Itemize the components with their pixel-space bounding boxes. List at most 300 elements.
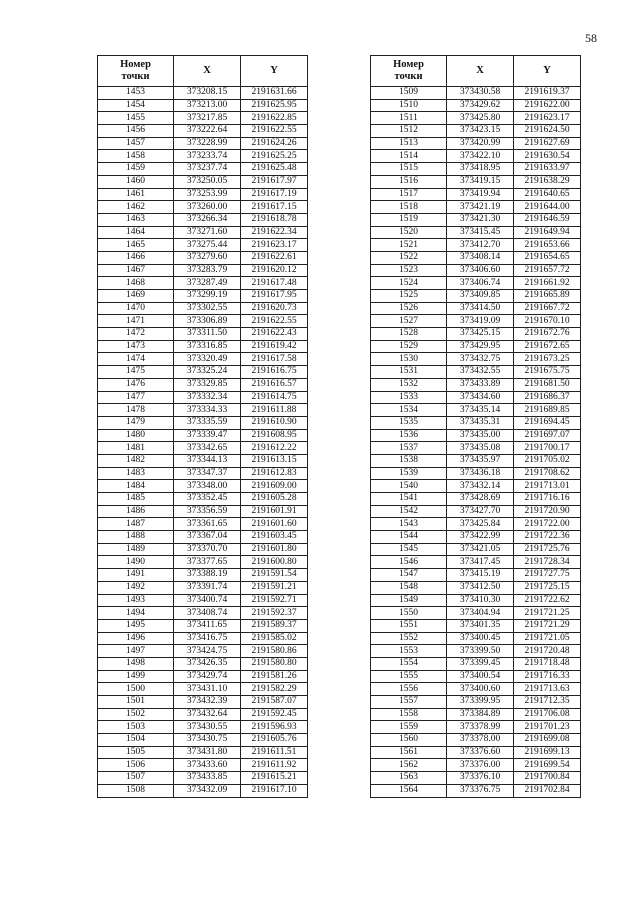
cell-x: 373429.62 [447,99,514,112]
cell-x: 373419.15 [447,175,514,188]
cell-x: 373418.95 [447,163,514,176]
table-row [98,340,308,353]
cell-x: 373400.74 [174,594,241,607]
cell-x: 373410.30 [447,594,514,607]
table-row [371,531,581,544]
cell-y: 2191622.00 [514,99,581,112]
cell-y: 2191582.29 [241,683,308,696]
cell-point-number: 1503 [98,721,174,734]
table-row [98,708,308,721]
cell-x: 373406.74 [447,277,514,290]
cell-point-number: 1459 [98,163,174,176]
cell-point-number: 1497 [98,645,174,658]
cell-point-number: 1465 [98,239,174,252]
cell-x: 373436.18 [447,467,514,480]
cell-y: 2191622.61 [241,251,308,264]
cell-y: 2191712.35 [514,696,581,709]
table-row [98,594,308,607]
cell-x: 373420.99 [447,137,514,150]
table-row [371,264,581,277]
cell-y: 2191722.62 [514,594,581,607]
cell-x: 373435.97 [447,454,514,467]
cell-x: 373411.65 [174,619,241,632]
cell-x: 373428.69 [447,493,514,506]
cell-point-number: 1471 [98,315,174,328]
cell-point-number: 1488 [98,531,174,544]
cell-y: 2191646.59 [514,213,581,226]
table-row [371,201,581,214]
cell-point-number: 1551 [371,619,447,632]
cell-y: 2191720.90 [514,505,581,518]
table-row [371,226,581,239]
table-row [371,150,581,163]
header-point-number [98,56,174,87]
cell-y: 2191610.90 [241,416,308,429]
cell-x: 373431.80 [174,746,241,759]
cell-point-number: 1533 [371,391,447,404]
cell-point-number: 1540 [371,480,447,493]
cell-y: 2191728.34 [514,556,581,569]
cell-x: 373409.85 [447,290,514,303]
cell-y: 2191686.37 [514,391,581,404]
cell-point-number: 1522 [371,251,447,264]
cell-y: 2191721.25 [514,607,581,620]
cell-y: 2191592.45 [241,708,308,721]
cell-y: 2191624.50 [514,125,581,138]
cell-x: 373419.09 [447,315,514,328]
cell-x: 373271.60 [174,226,241,239]
cell-y: 2191633.97 [514,163,581,176]
cell-point-number: 1539 [371,467,447,480]
table-row [98,569,308,582]
cell-point-number: 1486 [98,505,174,518]
cell-y: 2191700.17 [514,442,581,455]
cell-point-number: 1455 [98,112,174,125]
cell-x: 373208.15 [174,87,241,100]
cell-y: 2191623.17 [514,112,581,125]
cell-point-number: 1560 [371,734,447,747]
cell-point-number: 1460 [98,175,174,188]
cell-point-number: 1477 [98,391,174,404]
cell-y: 2191673.25 [514,353,581,366]
cell-y: 2191622.55 [241,315,308,328]
header-point-number [371,56,447,87]
cell-y: 2191608.95 [241,429,308,442]
cell-x: 373325.24 [174,366,241,379]
table-row [371,696,581,709]
cell-x: 373406.60 [447,264,514,277]
cell-x: 373422.99 [447,531,514,544]
cell-x: 373432.39 [174,696,241,709]
cell-y: 2191675.75 [514,366,581,379]
cell-y: 2191603.45 [241,531,308,544]
cell-y: 2191718.48 [514,657,581,670]
cell-y: 2191681.50 [514,378,581,391]
table-row [98,480,308,493]
cell-point-number: 1491 [98,569,174,582]
cell-y: 2191697.07 [514,429,581,442]
cell-x: 373306.89 [174,315,241,328]
cell-point-number: 1536 [371,429,447,442]
table-row [98,137,308,150]
cell-x: 373425.15 [447,328,514,341]
cell-y: 2191672.65 [514,340,581,353]
table-row [98,543,308,556]
cell-x: 373344.13 [174,454,241,467]
cell-x: 373237.74 [174,163,241,176]
cell-y: 2191592.37 [241,607,308,620]
table-row [98,277,308,290]
table-row [371,378,581,391]
cell-point-number: 1502 [98,708,174,721]
cell-point-number: 1507 [98,772,174,785]
table-row [98,150,308,163]
cell-point-number: 1538 [371,454,447,467]
cell-point-number: 1542 [371,505,447,518]
table-row [371,429,581,442]
cell-y: 2191716.33 [514,670,581,683]
cell-x: 373433.60 [174,759,241,772]
cell-x: 373376.60 [447,746,514,759]
cell-point-number: 1515 [371,163,447,176]
cell-point-number: 1554 [371,657,447,670]
header-y: Y [514,56,581,87]
table-row [371,594,581,607]
cell-y: 2191617.19 [241,188,308,201]
table-row [98,683,308,696]
cell-y: 2191727.75 [514,569,581,582]
cell-x: 373213.00 [174,99,241,112]
cell-y: 2191616.57 [241,378,308,391]
table-row [371,556,581,569]
cell-x: 373217.85 [174,112,241,125]
cell-y: 2191706.08 [514,708,581,721]
cell-x: 373384.89 [447,708,514,721]
cell-x: 373412.50 [447,581,514,594]
cell-point-number: 1468 [98,277,174,290]
cell-x: 373388.19 [174,569,241,582]
cell-point-number: 1476 [98,378,174,391]
cell-y: 2191611.51 [241,746,308,759]
cell-y: 2191657.72 [514,264,581,277]
table-row [98,112,308,125]
table-row [98,746,308,759]
table-row [98,99,308,112]
cell-y: 2191694.45 [514,416,581,429]
cell-point-number: 1534 [371,404,447,417]
cell-point-number: 1523 [371,264,447,277]
table-row [98,759,308,772]
table-row [371,772,581,785]
cell-y: 2191661.92 [514,277,581,290]
cell-x: 373400.60 [447,683,514,696]
cell-x: 373421.30 [447,213,514,226]
cell-y: 2191701.23 [514,721,581,734]
cell-x: 373424.75 [174,645,241,658]
cell-point-number: 1482 [98,454,174,467]
cell-y: 2191631.66 [241,87,308,100]
table-row [371,505,581,518]
cell-y: 2191587.07 [241,696,308,709]
cell-x: 373311.50 [174,328,241,341]
table-row [98,201,308,214]
table-row [371,607,581,620]
cell-point-number: 1490 [98,556,174,569]
page-number: 58 [585,31,597,45]
cell-point-number: 1525 [371,290,447,303]
table-row [98,645,308,658]
cell-y: 2191640.65 [514,188,581,201]
table-row [371,213,581,226]
cell-y: 2191625.48 [241,163,308,176]
table-row [98,315,308,328]
cell-point-number: 1513 [371,137,447,150]
cell-x: 373433.85 [174,772,241,785]
cell-y: 2191619.42 [241,340,308,353]
cell-point-number: 1473 [98,340,174,353]
cell-y: 2191617.58 [241,353,308,366]
cell-x: 373425.84 [447,518,514,531]
cell-point-number: 1514 [371,150,447,163]
cell-point-number: 1544 [371,531,447,544]
cell-y: 2191699.08 [514,734,581,747]
cell-x: 373266.34 [174,213,241,226]
cell-y: 2191722.36 [514,531,581,544]
table-row [371,480,581,493]
cell-x: 373299.19 [174,290,241,303]
cell-y: 2191596.93 [241,721,308,734]
table-row [371,493,581,506]
table-row [371,112,581,125]
cell-y: 2191611.88 [241,404,308,417]
cell-point-number: 1499 [98,670,174,683]
cell-y: 2191713.63 [514,683,581,696]
table-row [98,734,308,747]
table-row [98,493,308,506]
table-row [98,632,308,645]
cell-point-number: 1547 [371,569,447,582]
cell-point-number: 1520 [371,226,447,239]
cell-point-number: 1483 [98,467,174,480]
table-row [371,302,581,315]
cell-point-number: 1524 [371,277,447,290]
cell-y: 2191616.75 [241,366,308,379]
cell-y: 2191667.72 [514,302,581,315]
cell-y: 2191585.02 [241,632,308,645]
cell-point-number: 1521 [371,239,447,252]
table-row [98,581,308,594]
cell-y: 2191644.00 [514,201,581,214]
cell-x: 373275.44 [174,239,241,252]
cell-y: 2191619.37 [514,87,581,100]
cell-y: 2191630.54 [514,150,581,163]
cell-x: 373434.60 [447,391,514,404]
cell-point-number: 1555 [371,670,447,683]
cell-y: 2191601.60 [241,518,308,531]
cell-y: 2191722.00 [514,518,581,531]
cell-y: 2191611.92 [241,759,308,772]
cell-y: 2191618.78 [241,213,308,226]
table-row [98,226,308,239]
cell-point-number: 1495 [98,619,174,632]
cell-y: 2191624.26 [241,137,308,150]
table-header-row [98,56,308,87]
cell-x: 373400.45 [447,632,514,645]
cell-y: 2191620.12 [241,264,308,277]
cell-y: 2191638.29 [514,175,581,188]
cell-x: 373334.33 [174,404,241,417]
table-row [371,543,581,556]
cell-x: 373401.35 [447,619,514,632]
cell-point-number: 1541 [371,493,447,506]
cell-point-number: 1475 [98,366,174,379]
cell-point-number: 1518 [371,201,447,214]
header-x: X [447,56,514,87]
cell-x: 373361.65 [174,518,241,531]
cell-y: 2191625.25 [241,150,308,163]
cell-x: 373432.75 [447,353,514,366]
table-row [371,721,581,734]
cell-x: 373425.80 [447,112,514,125]
table-row [98,353,308,366]
cell-x: 373335.59 [174,416,241,429]
table-header-row [371,56,581,87]
cell-y: 2191670.10 [514,315,581,328]
cell-point-number: 1493 [98,594,174,607]
cell-y: 2191601.80 [241,543,308,556]
cell-x: 373356.59 [174,505,241,518]
cell-x: 373400.54 [447,670,514,683]
cell-x: 373412.70 [447,239,514,252]
cell-x: 373431.10 [174,683,241,696]
table-row [371,645,581,658]
table-row [371,391,581,404]
cell-point-number: 1456 [98,125,174,138]
cell-y: 2191700.84 [514,772,581,785]
cell-y: 2191721.29 [514,619,581,632]
cell-x: 373376.00 [447,759,514,772]
cell-point-number: 1519 [371,213,447,226]
cell-point-number: 1485 [98,493,174,506]
cell-point-number: 1478 [98,404,174,417]
table-row [371,366,581,379]
table-row [371,454,581,467]
cell-x: 373414.50 [447,302,514,315]
cell-x: 373370.70 [174,543,241,556]
cell-point-number: 1457 [98,137,174,150]
cell-y: 2191605.76 [241,734,308,747]
cell-point-number: 1562 [371,759,447,772]
table-row [98,721,308,734]
cell-y: 2191623.17 [241,239,308,252]
cell-x: 373320.49 [174,353,241,366]
cell-point-number: 1501 [98,696,174,709]
cell-x: 373279.60 [174,251,241,264]
cell-point-number: 1466 [98,251,174,264]
cell-y: 2191589.37 [241,619,308,632]
cell-y: 2191580.86 [241,645,308,658]
cell-x: 373391.74 [174,581,241,594]
cell-y: 2191581.26 [241,670,308,683]
cell-y: 2191612.83 [241,467,308,480]
cell-point-number: 1526 [371,302,447,315]
cell-point-number: 1549 [371,594,447,607]
cell-point-number: 1550 [371,607,447,620]
cell-point-number: 1530 [371,353,447,366]
cell-y: 2191721.05 [514,632,581,645]
cell-y: 2191622.55 [241,125,308,138]
cell-x: 373287.49 [174,277,241,290]
cell-y: 2191592.71 [241,594,308,607]
cell-x: 373342.65 [174,442,241,455]
table-row [98,454,308,467]
cell-y: 2191622.85 [241,112,308,125]
cell-point-number: 1511 [371,112,447,125]
cell-y: 2191702.84 [514,784,581,797]
cell-point-number: 1474 [98,353,174,366]
cell-x: 373399.50 [447,645,514,658]
cell-x: 373260.00 [174,201,241,214]
cell-y: 2191725.15 [514,581,581,594]
cell-point-number: 1543 [371,518,447,531]
cell-y: 2191609.00 [241,480,308,493]
cell-point-number: 1472 [98,328,174,341]
cell-point-number: 1517 [371,188,447,201]
cell-point-number: 1558 [371,708,447,721]
table-row [371,340,581,353]
cell-x: 373348.00 [174,480,241,493]
cell-x: 373421.19 [447,201,514,214]
cell-y: 2191653.66 [514,239,581,252]
cell-x: 373415.45 [447,226,514,239]
table-row [371,683,581,696]
cell-x: 373432.09 [174,784,241,797]
header-point-line1: Номер [393,59,424,70]
cell-x: 373430.75 [174,734,241,747]
cell-point-number: 1545 [371,543,447,556]
cell-point-number: 1564 [371,784,447,797]
cell-x: 373419.94 [447,188,514,201]
cell-x: 373435.00 [447,429,514,442]
cell-point-number: 1496 [98,632,174,645]
table-row [98,163,308,176]
cell-point-number: 1467 [98,264,174,277]
cell-point-number: 1492 [98,581,174,594]
table-row [98,251,308,264]
cell-point-number: 1510 [371,99,447,112]
cell-y: 2191699.54 [514,759,581,772]
cell-x: 373430.55 [174,721,241,734]
cell-x: 373339.47 [174,429,241,442]
cell-y: 2191689.85 [514,404,581,417]
cell-x: 373435.08 [447,442,514,455]
cell-point-number: 1563 [371,772,447,785]
cell-x: 373376.10 [447,772,514,785]
cell-point-number: 1504 [98,734,174,747]
cell-y: 2191705.02 [514,454,581,467]
table-row [98,442,308,455]
cell-x: 373427.70 [447,505,514,518]
cell-point-number: 1546 [371,556,447,569]
table-row [371,569,581,582]
table-row [371,290,581,303]
table-row [98,87,308,100]
cell-point-number: 1505 [98,746,174,759]
table-row [371,759,581,772]
table-row [371,239,581,252]
table-row [98,429,308,442]
table-row [371,137,581,150]
